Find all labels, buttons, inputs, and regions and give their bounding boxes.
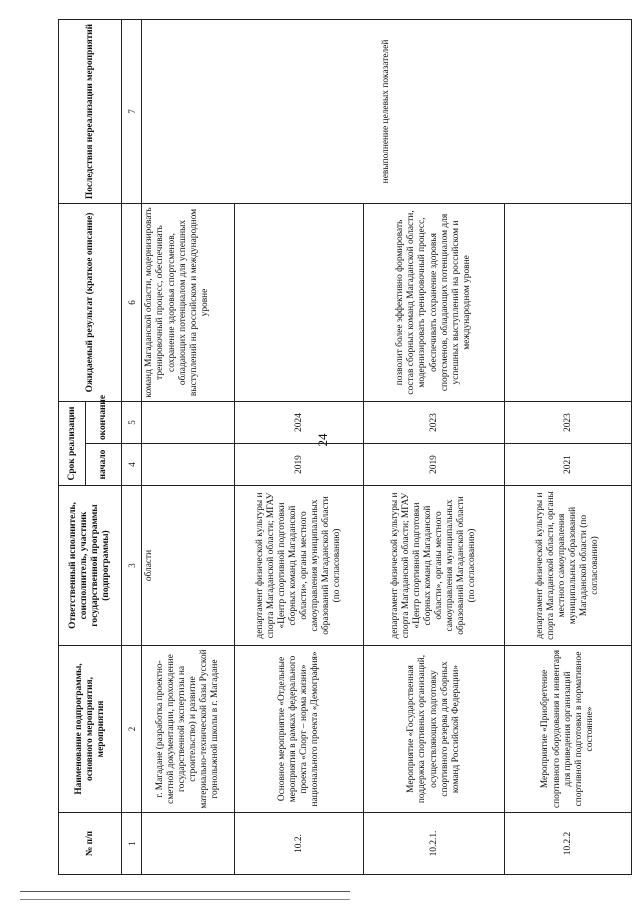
row-end: 2023 — [363, 401, 504, 443]
row-num: 10.2.1. — [363, 813, 504, 875]
rotated-table-container — [58, 20, 632, 875]
header-executor: Ответственный исполнитель, соисполнитель, участник государственной программы (подпрограммы) — [59, 486, 122, 646]
row-start: 2019 — [363, 444, 504, 486]
col-number: 6 — [122, 203, 142, 401]
row-num: 10.2. — [235, 813, 364, 875]
column-number-row — [122, 19, 142, 874]
header-consequence: Последствия нереализации мероприятий — [59, 19, 122, 203]
footer-line — [20, 891, 350, 892]
row-name: Мероприятие «Государственная поддержка спортивных организаций, осуществляющих подготовку спортивного резерва для сборных команд Российской Федерации» — [363, 646, 504, 813]
row-consequence: невыполнение целевых показателей — [142, 19, 632, 203]
row-executor: департамент физической культуры и спорта Магаданской области; МГАУ «Центр спортивной подготовки сборных команд Магаданской области», органы местного самоуправления муниципальных образований Магаданской области (по согласованию) — [235, 486, 364, 646]
header-result: Ожидаемый результат (краткое описание) — [59, 203, 122, 401]
row-num — [142, 813, 235, 875]
row-start: 2021 — [505, 444, 632, 486]
col-number: 7 — [122, 19, 142, 203]
col-number: 4 — [122, 444, 142, 486]
footer-line — [20, 899, 350, 900]
header-end: окончание — [86, 401, 122, 443]
row-result: позволит более эффективно формировать состав сборных команд Магаданской области, модернизировать тренировочный процесс, обеспечивать сохранение здоровья спортсменов, обладающих потенциалом для успешных выступлений на российском и международном уровне — [363, 203, 504, 401]
row-executor: департамент физической культуры и спорта Магаданской области, органы местного самоуправления муниципальных образований Магаданской области (по согласованию) — [505, 486, 632, 646]
row-result — [235, 203, 364, 401]
page-number: 24 — [315, 433, 330, 447]
col-number: 2 — [122, 646, 142, 813]
row-num: 10.2.2 — [505, 813, 632, 875]
row-result — [505, 203, 632, 401]
row-executor: департамент физической культуры и спорта Магаданской области; МГАУ «Центр спортивной подготовки сборных команд Магаданской области», органы местного самоуправления муниципальных образований Магаданской области (по согласованию) — [363, 486, 504, 646]
row-name: Мероприятие «Приобретение спортивного оборудования и инвентаря для приведения организаций спортивной подготовки в нормативное состояние» — [505, 646, 632, 813]
row-name: г. Магадане (разработка проектно-сметной документации, прохождение государственной экспертизы на строительство) и развитие материально-технической базы Русской горнолыжной школы в г. Магадане — [142, 646, 235, 813]
row-name: Основное мероприятие «Отдельные мероприятия в рамках федерального проекта «Спорт – норма жизни» национального проекта «Демография» — [235, 646, 364, 813]
row-end: 2023 — [505, 401, 632, 443]
row-end: 2024 — [235, 401, 364, 443]
row-start — [142, 444, 235, 486]
row-executor: области — [142, 486, 235, 646]
header-term: Срок реализации — [59, 401, 86, 485]
col-number: 5 — [122, 401, 142, 443]
table-row — [142, 19, 235, 874]
header-name: Наименование подпрограммы, основного мероприятия, мероприятия — [59, 646, 122, 813]
row-start: 2019 — [235, 444, 364, 486]
col-number: 3 — [122, 486, 142, 646]
header-num: № п/п — [59, 813, 122, 875]
row-result: команд Магаданской области, модернизировать тренировочный процесс, обеспечивать сохранение здоровья спортсменов, обладающих потенциалом для успешных выступлений на российском и международном уровне — [142, 203, 235, 401]
header-start: начало — [86, 444, 122, 486]
col-number: 1 — [122, 813, 142, 875]
measures-table — [58, 19, 632, 875]
row-end — [142, 401, 235, 443]
header-row-1 — [59, 19, 86, 874]
